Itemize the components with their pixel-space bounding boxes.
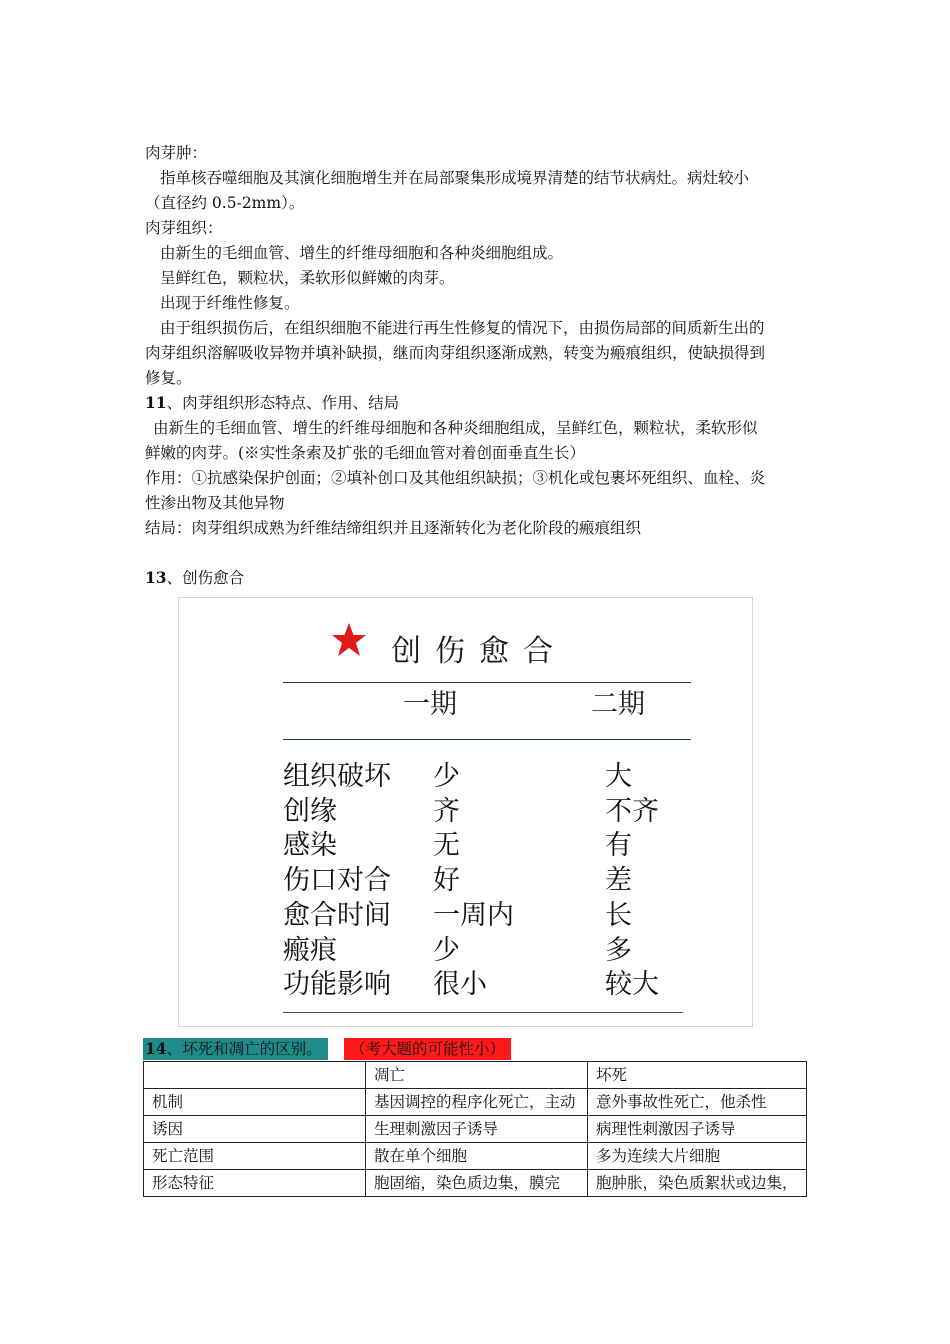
table-cell: 散在单个细胞: [366, 1143, 588, 1170]
table-cell: 多为连续大片细胞: [588, 1143, 807, 1170]
granuloma-heading: 肉芽肿：: [145, 144, 208, 162]
section-14-note: （考大题的可能性小）: [344, 1038, 511, 1060]
granulation-line-4-end: 修复。: [145, 369, 192, 387]
section-11-number: 11: [145, 393, 167, 412]
slide-row-label: 瘢痕: [283, 934, 337, 966]
table-cell: 意外事故性死亡，他杀性: [588, 1089, 807, 1116]
table-cell: 基因调控的程序化死亡，主动: [366, 1089, 588, 1116]
slide-row-primary: 无: [433, 830, 460, 862]
section-13-heading: [145, 566, 244, 590]
granulation-line-1: 由新生的毛细血管、增生的纤维母细胞和各种炎细胞组成。: [160, 244, 564, 262]
column-header-secondary: 二期: [591, 689, 645, 720]
granuloma-definition: 指单核吞噬细胞及其演化细胞增生并在局部聚集形成境界清楚的结节状病灶。病灶较小: [160, 169, 750, 187]
section-11-outcome: 结局：肉芽组织成熟为纤维结缔组织并且逐渐转化为老化阶段的瘢痕组织: [145, 519, 642, 537]
table-row-label: 诱因: [144, 1116, 366, 1143]
table-cell: 胞固缩，染色质边集，膜完: [366, 1170, 588, 1197]
slide-row-secondary: 差: [605, 865, 632, 897]
table-header-row: [144, 1062, 807, 1089]
slide-row-primary: 好: [433, 865, 460, 897]
slide-row-label: 愈合时间: [283, 899, 391, 931]
slide-row-label: 功能影响: [283, 969, 391, 1001]
section-14-title: 、坏死和凋亡的区别。: [166, 1040, 322, 1058]
slide-divider-mid: [283, 739, 691, 740]
granulation-line-4: 由于组织损伤后，在组织细胞不能进行再生性修复的情况下，由损伤局部的间质新生出的: [160, 319, 765, 337]
section-13-number: 13: [145, 568, 167, 587]
section-14-number: 14: [145, 1039, 167, 1058]
slide-row-label: 伤口对合: [283, 865, 391, 897]
table-cell: 病理性刺激因子诱导: [588, 1116, 807, 1143]
table-row: [144, 1116, 807, 1143]
granulation-line-3: 出现于纤维性修复。: [160, 294, 300, 312]
slide-title: 创伤愈合: [391, 634, 567, 669]
granulation-line-2: 呈鲜红色，颗粒状，柔软形似鲜嫩的肉芽。: [160, 269, 455, 287]
slide-row-label: 感染: [283, 830, 337, 862]
table-row: [144, 1089, 807, 1116]
section-14-heading: [143, 1038, 328, 1060]
slide-row-secondary: 长: [605, 899, 632, 931]
table-row: [144, 1170, 807, 1197]
slide-row-secondary: 有: [605, 830, 632, 862]
table-row-label: 形态特征: [144, 1170, 366, 1197]
apoptosis-necrosis-table: [143, 1061, 807, 1197]
section-11-function-cont: 性渗出物及其他异物: [145, 494, 285, 512]
slide-row-primary: 少: [433, 761, 460, 792]
section-11-line-1: 由新生的毛细血管、增生的纤维母细胞和各种炎细胞组成，呈鲜红色，颗粒状，柔软形似: [153, 419, 758, 437]
section-11-function: 作用：①抗感染保护创面；②填补创口及其他组织缺损；③机化或包裹坏死组织、血栓、炎: [145, 469, 766, 487]
granuloma-definition-cont: （直径约 0.5-2mm）。: [145, 194, 305, 212]
slide-row-label: 创缘: [283, 795, 337, 827]
section-13-title: 、创伤愈合: [166, 569, 245, 587]
table-row: [144, 1143, 807, 1170]
granulation-line-4-cont: 肉芽组织溶解吸收异物并填补缺损，继而肉芽组织逐渐成熟，转变为瘢痕组织，使缺损得到: [145, 344, 766, 362]
red-star-icon: [331, 622, 367, 658]
table-header-cell: 坏死: [588, 1062, 807, 1089]
slide-row-primary: 一周内: [433, 899, 514, 931]
wound-healing-slide: [178, 597, 753, 1027]
section-11-line-1-cont: 鲜嫩的肉芽。(※实性条索及扩张的毛细血管对着创面垂直生长）: [145, 444, 586, 462]
table-row-label: 机制: [144, 1089, 366, 1116]
table-header-cell: 凋亡: [366, 1062, 588, 1089]
slide-row-primary: 很小: [433, 969, 487, 1001]
slide-row-secondary: 不齐: [605, 795, 659, 827]
slide-row-secondary: 较大: [605, 969, 659, 1001]
section-11-heading: [145, 391, 399, 415]
table-cell: 胞肿胀，染色质絮状或边集，: [588, 1170, 807, 1197]
granulation-tissue-heading: 肉芽组织：: [145, 219, 223, 237]
column-header-primary: 一期: [403, 689, 457, 720]
slide-divider-bottom: [283, 1012, 683, 1013]
slide-row-primary: 齐: [433, 795, 460, 827]
table-header-cell: [144, 1062, 366, 1089]
table-row-label: 死亡范围: [144, 1143, 366, 1170]
slide-row-secondary: 大: [605, 761, 632, 792]
slide-row-label: 组织破坏: [283, 761, 391, 792]
slide-row-primary: 少: [433, 934, 460, 966]
section-11-title: 、肉芽组织形态特点、作用、结局: [166, 394, 400, 412]
slide-row-secondary: 多: [605, 934, 632, 966]
table-cell: 生理刺激因子诱导: [366, 1116, 588, 1143]
